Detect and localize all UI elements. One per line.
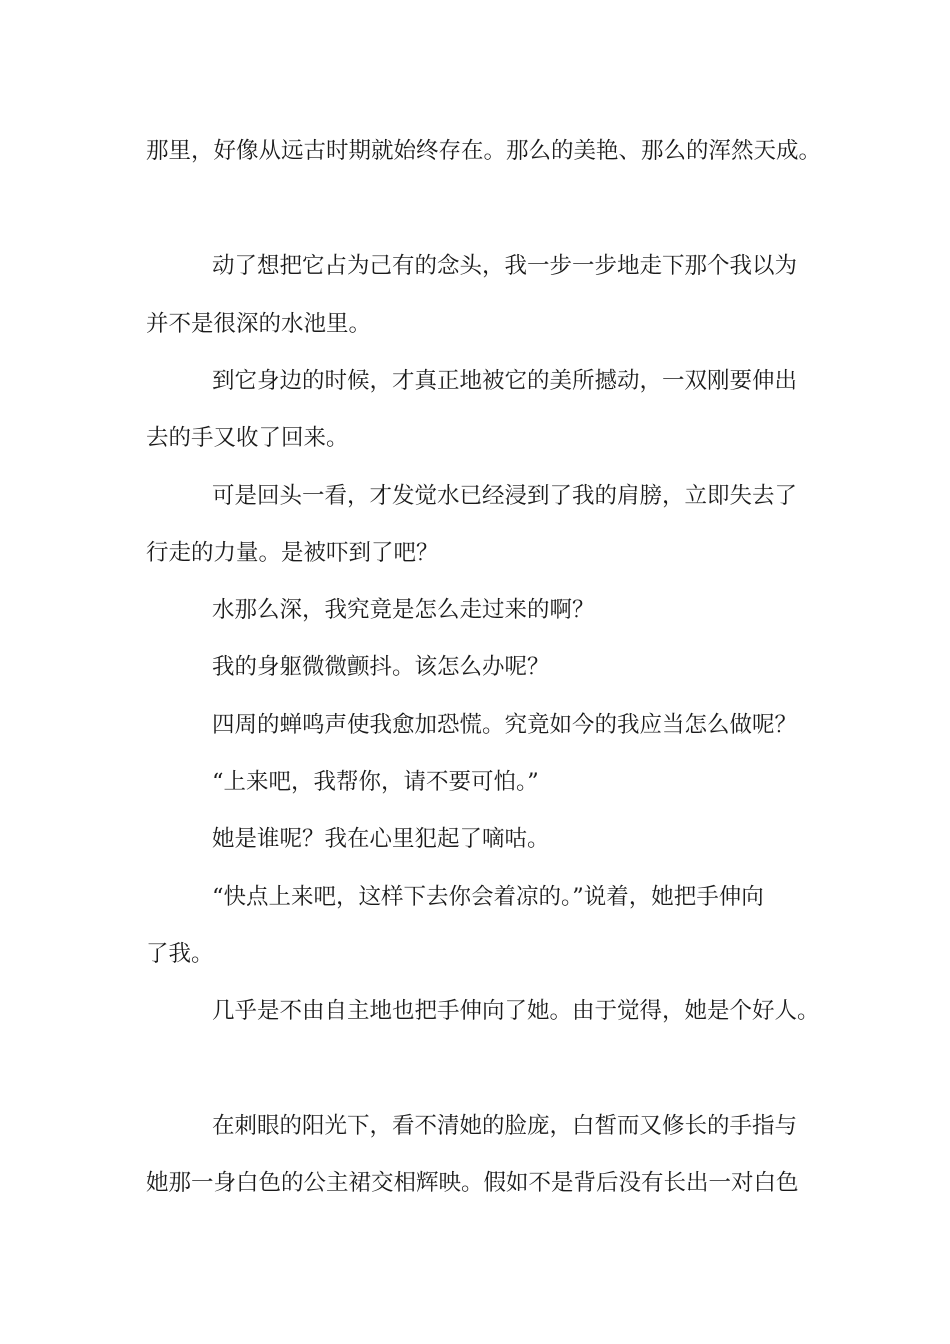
paragraph-line: “上来吧，我帮你，请不要可怕。”	[212, 769, 539, 795]
paragraph-line: 到它身边的时候，才真正地被它的美所撼动，一双刚要伸出	[212, 368, 798, 394]
text-line: 去的手又收了回来。	[146, 425, 349, 451]
paragraph-line: 她是谁呢？我在心里犯起了嘀咕。	[212, 826, 550, 852]
paragraph-line: 在刺眼的阳光下，看不清她的脸庞，白皙而又修长的手指与	[212, 1113, 798, 1139]
paragraph-line: “快点上来吧，这样下去你会着凉的。”说着，她把手伸向	[212, 884, 764, 910]
paragraph-line: 四周的蝉鸣声使我愈加恐慌。究竟如今的我应当怎么做呢？	[212, 712, 798, 738]
paragraph-line: 可是回头一看，才发觉水已经浸到了我的肩膀，立即失去了	[212, 483, 798, 509]
text-line: 行走的力量。是被吓到了吧？	[146, 540, 439, 566]
text-line: 并不是很深的水池里。	[146, 311, 372, 337]
paragraph-line: 动了想把它占为己有的念头，我一步一步地走下那个我以为	[212, 253, 798, 279]
text-line: 她那一身白色的公主裙交相辉映。假如不是背后没有长出一对白色	[146, 1170, 799, 1196]
paragraph-line: 水那么深，我究竟是怎么走过来的啊？	[212, 597, 595, 623]
text-line: 那里，好像从远古时期就始终存在。那么的美艳、那么的浑然天成。	[146, 138, 822, 164]
paragraph-line: 几乎是不由自主地也把手伸向了她。由于觉得，她是个好人。	[212, 998, 820, 1024]
text-line: 了我。	[146, 941, 214, 967]
paragraph-line: 我的身躯微微颤抖。该怎么办呢？	[212, 654, 550, 680]
